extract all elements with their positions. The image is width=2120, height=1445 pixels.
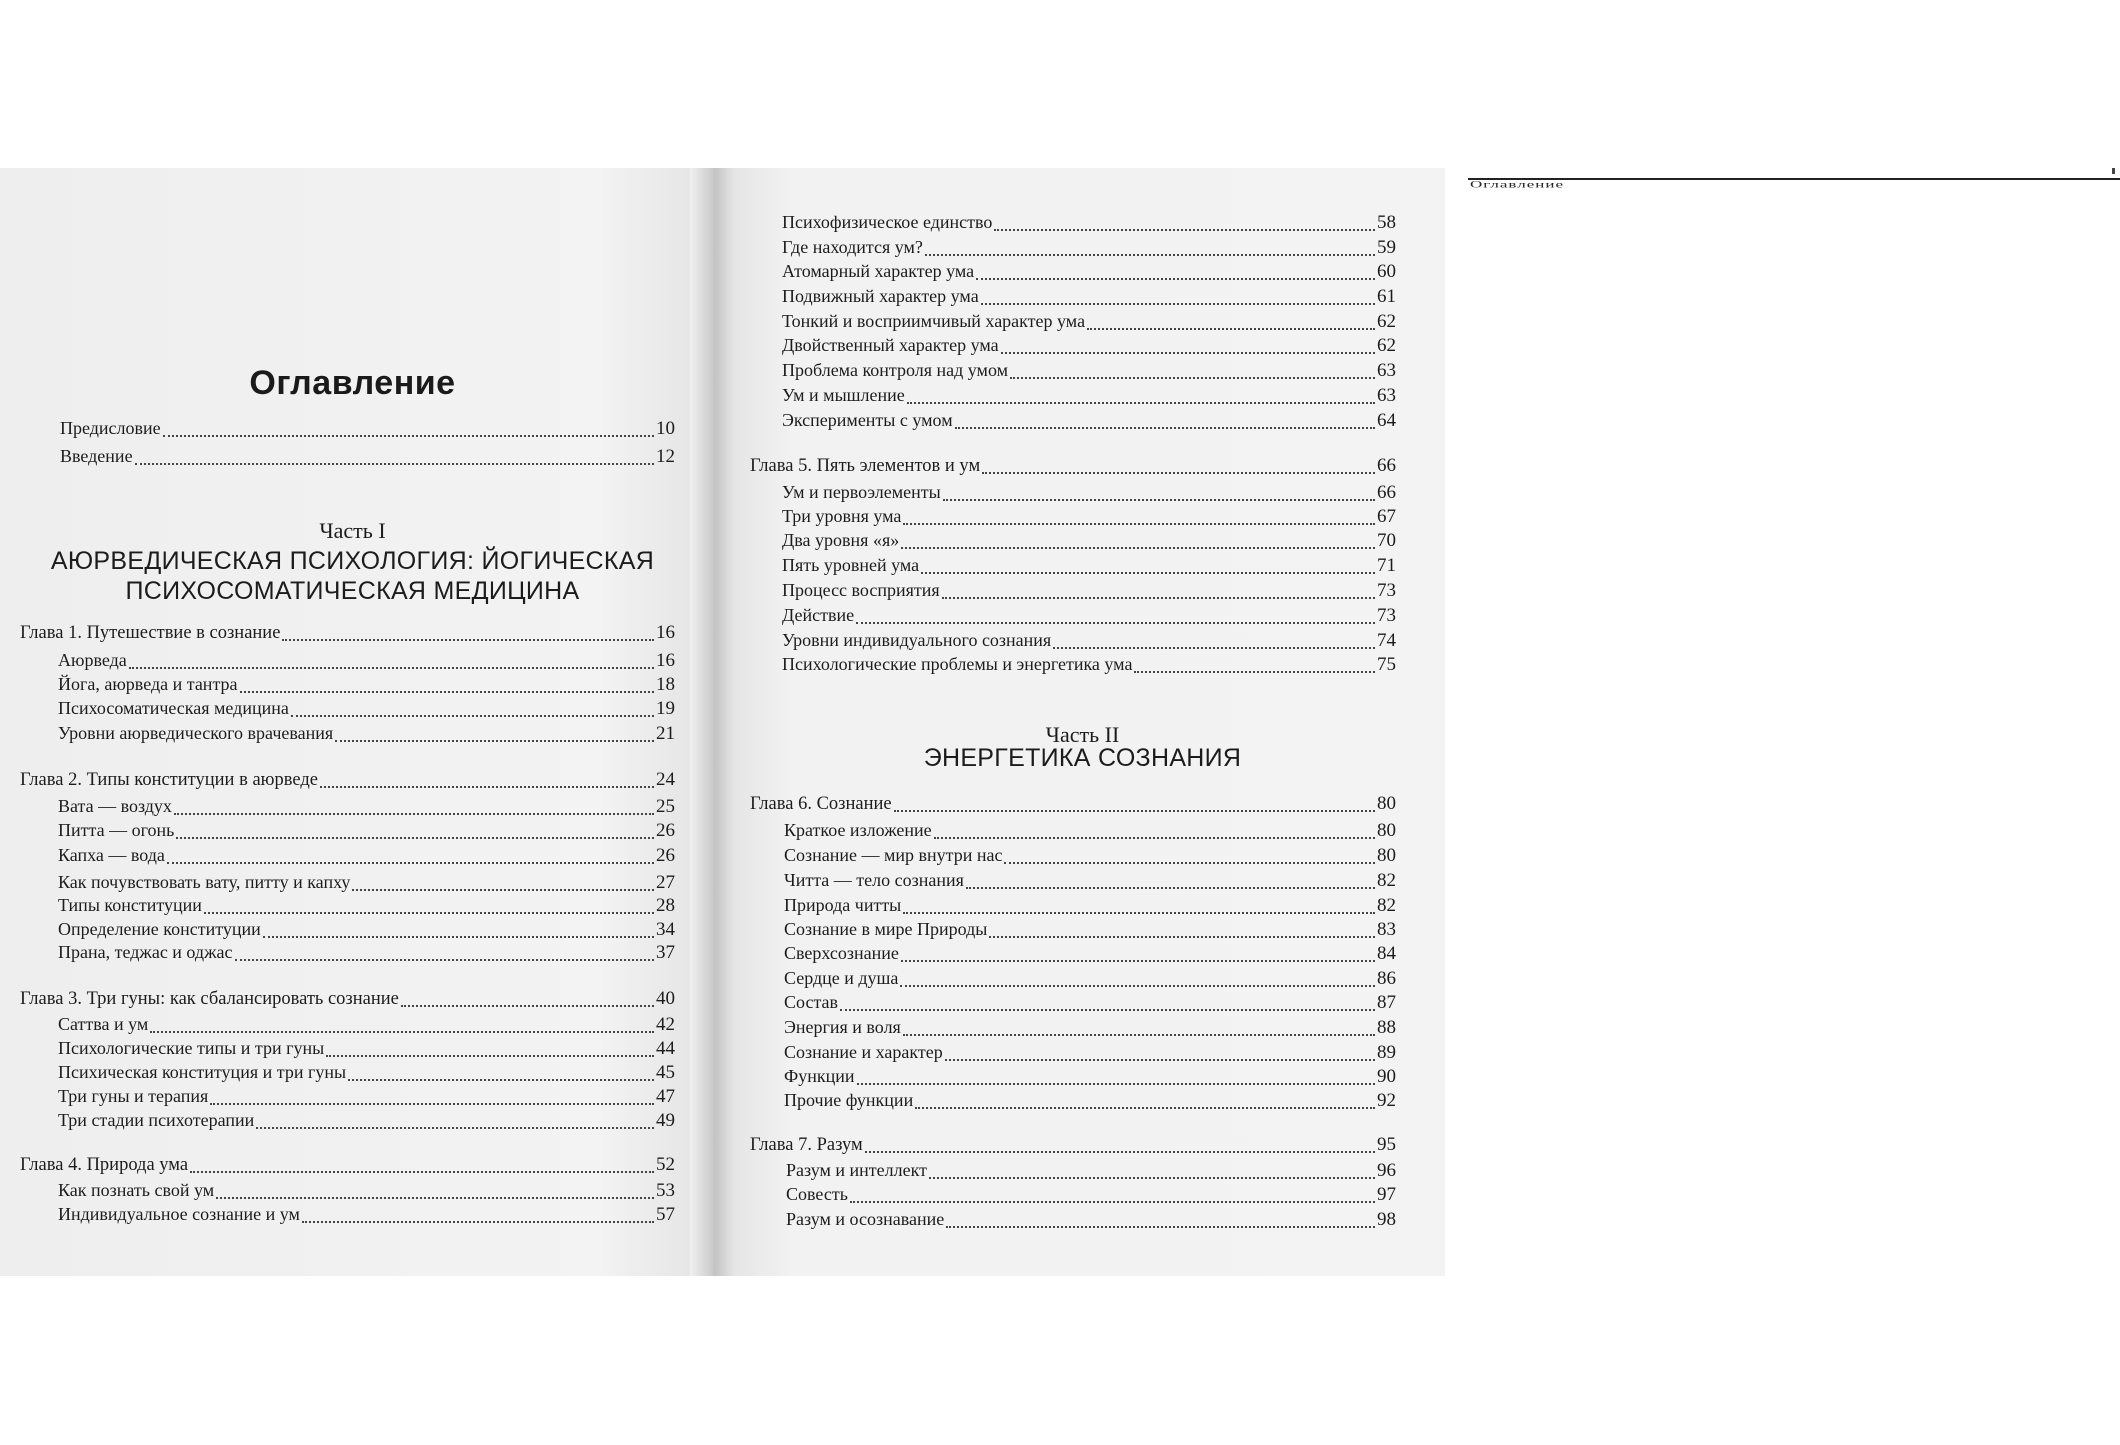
toc-entry[interactable] bbox=[782, 555, 1396, 579]
toc-entry[interactable] bbox=[58, 723, 675, 747]
toc-entry[interactable] bbox=[782, 630, 1396, 654]
dot-leader bbox=[929, 1177, 1375, 1179]
toc-entry[interactable] bbox=[58, 1038, 675, 1062]
dot-leader bbox=[903, 523, 1375, 525]
toc-chapter-label: Глава 7. Разум bbox=[750, 1135, 863, 1155]
toc-entry[interactable] bbox=[782, 360, 1396, 384]
toc-chapter-label: Глава 6. Сознание bbox=[750, 794, 892, 814]
toc-chapter-label: Глава 1. Путешествие в сознание bbox=[20, 623, 281, 643]
toc-entry-label: Разум и осознавание bbox=[786, 1209, 945, 1229]
toc-entry[interactable] bbox=[782, 654, 1396, 678]
toc-entry-label: Состав bbox=[784, 992, 839, 1012]
part-title-line: АЮРВЕДИЧЕСКАЯ ПСИХОЛОГИЯ: ЙОГИЧЕСКАЯ bbox=[50, 547, 655, 575]
page-number: 34 bbox=[656, 919, 675, 940]
page-number: 37 bbox=[656, 942, 675, 963]
running-head: Оглавление bbox=[1470, 179, 1564, 190]
dot-leader bbox=[894, 810, 1375, 812]
dot-leader bbox=[901, 960, 1375, 962]
page-number: 16 bbox=[656, 650, 675, 671]
toc-entry-label: Уровни индивидуального сознания bbox=[782, 630, 1052, 650]
toc-entry-label: Сверхсознание bbox=[784, 943, 899, 963]
toc-entry-label: Как познать свой ум bbox=[58, 1180, 215, 1200]
toc-entry-label: Три стадии психотерапии bbox=[58, 1110, 255, 1130]
toc-entry[interactable] bbox=[58, 1204, 675, 1228]
dot-leader bbox=[925, 254, 1375, 256]
page-number: 98 bbox=[1377, 1209, 1396, 1230]
dot-leader bbox=[326, 1055, 654, 1057]
page-number: 62 bbox=[1377, 311, 1396, 332]
page-number: 64 bbox=[1377, 410, 1396, 431]
toc-entry-label: Уровни аюрведического врачевания bbox=[58, 723, 334, 743]
page-number: 19 bbox=[656, 698, 675, 719]
toc-entry[interactable] bbox=[782, 286, 1396, 310]
toc-entry-label: Функции bbox=[784, 1066, 855, 1086]
dot-leader bbox=[135, 463, 654, 465]
toc-entry[interactable] bbox=[58, 1086, 675, 1110]
dot-leader bbox=[900, 985, 1375, 987]
dot-leader bbox=[302, 1221, 654, 1223]
toc-entry[interactable] bbox=[58, 1062, 675, 1086]
toc-entry[interactable] bbox=[58, 919, 675, 943]
toc-entry-label: Психосоматическая медицина bbox=[58, 698, 289, 718]
page-number: 80 bbox=[1377, 845, 1396, 866]
toc-entry-label: Совесть bbox=[786, 1184, 848, 1204]
toc-chapter-5[interactable] bbox=[750, 455, 1396, 479]
toc-entry-label: Определение конституции bbox=[58, 919, 261, 939]
page-number: 60 bbox=[1377, 261, 1396, 282]
toc-entry[interactable] bbox=[784, 919, 1396, 943]
page-number: 49 bbox=[656, 1110, 675, 1131]
page-number: 26 bbox=[656, 845, 675, 866]
toc-chapter-2[interactable] bbox=[20, 769, 675, 793]
toc-entry-label: Где находится ум? bbox=[782, 237, 923, 257]
toc-entry-label: Природа читты bbox=[784, 895, 902, 915]
dot-leader bbox=[240, 691, 654, 693]
dot-leader bbox=[216, 1197, 654, 1199]
page-number: 26 bbox=[656, 820, 675, 841]
page-number: 44 bbox=[656, 1038, 675, 1059]
toc-entry-label: Атомарный характер ума bbox=[782, 261, 975, 281]
page-number: 45 bbox=[656, 1062, 675, 1083]
toc-entry[interactable] bbox=[58, 820, 675, 844]
toc-entry[interactable] bbox=[58, 674, 675, 698]
toc-title: Оглавление bbox=[249, 364, 456, 402]
part-label: Часть I bbox=[319, 518, 386, 543]
dot-leader bbox=[129, 667, 654, 669]
toc-entry[interactable] bbox=[58, 796, 675, 820]
toc-entry[interactable] bbox=[786, 1184, 1396, 1208]
page-number: 82 bbox=[1377, 895, 1396, 916]
toc-entry[interactable] bbox=[782, 311, 1396, 335]
toc-entry-label: Прана, теджас и оджас bbox=[58, 942, 233, 962]
page-number: 67 bbox=[1377, 506, 1396, 527]
page-number: 74 bbox=[1377, 630, 1396, 651]
dot-leader bbox=[946, 1226, 1375, 1228]
toc-entry[interactable] bbox=[58, 698, 675, 722]
page-number: 83 bbox=[1377, 919, 1396, 940]
toc-chapter-label: Глава 4. Природа ума bbox=[20, 1155, 189, 1175]
page-number: 59 bbox=[1377, 237, 1396, 258]
toc-entry-label: Эксперименты с умом bbox=[782, 410, 953, 430]
page-number: 82 bbox=[1377, 870, 1396, 891]
dot-leader bbox=[981, 303, 1375, 305]
toc-entry-label: Двойственный характер ума bbox=[782, 335, 999, 355]
dot-leader bbox=[982, 472, 1375, 474]
dot-leader bbox=[263, 936, 654, 938]
toc-entry-label: Читта — тело сознания bbox=[784, 870, 964, 890]
toc-entry[interactable] bbox=[784, 895, 1396, 919]
page-number: 71 bbox=[1377, 555, 1396, 576]
toc-entry-preface[interactable] bbox=[60, 418, 675, 442]
page-number: 63 bbox=[1377, 385, 1396, 406]
toc-entry[interactable] bbox=[58, 650, 675, 674]
toc-entry-label: Три гуны и терапия bbox=[58, 1086, 209, 1106]
toc-entry-label: Питта — огонь bbox=[58, 820, 175, 840]
page-number: 87 bbox=[1377, 992, 1396, 1013]
toc-entry[interactable] bbox=[782, 410, 1396, 434]
toc-entry-label: Два уровня «я» bbox=[782, 530, 900, 550]
page-number: 66 bbox=[1377, 455, 1396, 476]
toc-entry[interactable] bbox=[782, 580, 1396, 604]
toc-entry[interactable] bbox=[784, 1090, 1396, 1114]
page-number: 75 bbox=[1377, 654, 1396, 675]
page-number: 66 bbox=[1377, 482, 1396, 503]
toc-entry-label: Сознание в мире Природы bbox=[784, 919, 988, 939]
toc-entry[interactable] bbox=[782, 261, 1396, 285]
toc-entry[interactable] bbox=[782, 212, 1396, 236]
toc-entry[interactable] bbox=[784, 820, 1396, 844]
toc-entry[interactable] bbox=[58, 872, 675, 896]
left-page bbox=[0, 168, 705, 1276]
page-number: 88 bbox=[1377, 1017, 1396, 1038]
page-number: 62 bbox=[1377, 335, 1396, 356]
dot-leader bbox=[921, 572, 1375, 574]
toc-entry-label: Ум и мышление bbox=[782, 385, 905, 405]
toc-entry[interactable] bbox=[58, 845, 675, 869]
page-number: 92 bbox=[1377, 1090, 1396, 1111]
page-number: 89 bbox=[1377, 1042, 1396, 1063]
dot-leader bbox=[335, 740, 654, 742]
toc-chapter-3[interactable] bbox=[20, 988, 675, 1012]
toc-chapter-label: Глава 5. Пять элементов и ум bbox=[750, 456, 981, 476]
toc-chapter-label: Глава 3. Три гуны: как сбалансировать сознание bbox=[20, 989, 399, 1009]
dot-leader bbox=[840, 1009, 1375, 1011]
dot-leader bbox=[915, 1107, 1375, 1109]
dot-leader bbox=[352, 889, 654, 891]
dot-leader bbox=[256, 1127, 654, 1129]
toc-chapter-label: Глава 2. Типы конституции в аюрведе bbox=[20, 770, 318, 790]
part-title-line: ПСИХОСОМАТИЧЕСКАЯ МЕДИЦИНА bbox=[125, 577, 580, 605]
toc-entry[interactable] bbox=[58, 895, 675, 919]
page-number: 97 bbox=[1377, 1184, 1396, 1205]
page-number: 47 bbox=[656, 1086, 675, 1107]
dot-leader bbox=[955, 427, 1375, 429]
page-number: 61 bbox=[1377, 286, 1396, 307]
toc-entry[interactable] bbox=[58, 1014, 675, 1038]
page-number: 42 bbox=[656, 1014, 675, 1035]
page-number: 90 bbox=[1377, 1066, 1396, 1087]
toc-entry[interactable] bbox=[784, 1066, 1396, 1090]
toc-entry-label: Энергия и воля bbox=[784, 1017, 901, 1037]
dot-leader bbox=[150, 1031, 654, 1033]
toc-entry-label: Процесс восприятия bbox=[782, 580, 940, 600]
toc-chapter-7[interactable] bbox=[750, 1134, 1396, 1158]
toc-entry[interactable] bbox=[782, 605, 1396, 629]
toc-entry-label: Психологические проблемы и энергетика ума bbox=[782, 654, 1133, 674]
dot-leader bbox=[235, 959, 655, 961]
dot-leader bbox=[1004, 862, 1375, 864]
toc-entry-label: Психофизическое единство bbox=[782, 212, 993, 232]
dot-leader bbox=[989, 936, 1375, 938]
page-number: 27 bbox=[656, 872, 675, 893]
page-number: 58 bbox=[1377, 212, 1396, 233]
page-number: 25 bbox=[656, 796, 675, 817]
toc-entry-label: Действие bbox=[782, 605, 855, 625]
toc-entry-label: Индивидуальное сознание и ум bbox=[58, 1204, 300, 1224]
dot-leader bbox=[174, 813, 654, 815]
toc-entry-label: Сердце и душа bbox=[784, 968, 899, 988]
part-title: ЭНЕРГЕТИКА СОЗНАНИЯ bbox=[923, 744, 1242, 772]
dot-leader bbox=[901, 547, 1375, 549]
dot-leader bbox=[348, 1079, 654, 1081]
dot-leader bbox=[943, 499, 1375, 501]
page-number: 73 bbox=[1377, 580, 1396, 601]
page-number: 73 bbox=[1377, 605, 1396, 626]
page-number: 95 bbox=[1377, 1134, 1396, 1155]
toc-entry[interactable] bbox=[782, 482, 1396, 506]
page-number: 53 bbox=[656, 1180, 675, 1201]
dot-leader bbox=[945, 1059, 1375, 1061]
page-number-fragment bbox=[2112, 168, 2115, 174]
toc-entry[interactable] bbox=[58, 1110, 675, 1134]
dot-leader bbox=[850, 1201, 1375, 1203]
toc-entry-label: Пять уровней ума bbox=[782, 555, 920, 575]
toc-entry[interactable] bbox=[784, 870, 1396, 894]
toc-entry[interactable] bbox=[784, 943, 1396, 967]
toc-entry[interactable] bbox=[784, 845, 1396, 869]
dot-leader bbox=[1001, 352, 1375, 354]
toc-entry[interactable] bbox=[786, 1160, 1396, 1184]
page-number: 52 bbox=[656, 1154, 675, 1175]
page-number: 21 bbox=[656, 723, 675, 744]
dot-leader bbox=[176, 837, 654, 839]
dot-leader bbox=[934, 837, 1375, 839]
toc-entry[interactable] bbox=[782, 506, 1396, 530]
page-number: 57 bbox=[656, 1204, 675, 1225]
toc-entry-label: Сознание — мир внутри нас bbox=[784, 845, 1003, 865]
dot-leader bbox=[320, 786, 654, 788]
toc-entry-label: Типы конституции bbox=[58, 895, 202, 915]
toc-entry[interactable] bbox=[782, 335, 1396, 359]
toc-entry-label: Прочие функции bbox=[784, 1090, 914, 1110]
toc-entry[interactable] bbox=[784, 992, 1396, 1016]
toc-entry-label: Сознание и характер bbox=[784, 1042, 943, 1062]
toc-entry[interactable] bbox=[784, 1017, 1396, 1041]
toc-entry-label: Подвижный характер ума bbox=[782, 286, 979, 306]
dot-leader bbox=[903, 912, 1375, 914]
dot-leader bbox=[291, 715, 654, 717]
page-number: 24 bbox=[656, 769, 675, 790]
page-number: 80 bbox=[1377, 820, 1396, 841]
toc-entry-label: Саттва и ум bbox=[58, 1014, 149, 1034]
dot-leader bbox=[865, 1151, 1375, 1153]
toc-entry-label: Краткое изложение bbox=[784, 820, 932, 840]
page-number: 16 bbox=[656, 622, 675, 643]
page-number: 80 bbox=[1377, 793, 1396, 814]
toc-entry-label: Тонкий и восприимчивый характер ума bbox=[782, 311, 1086, 331]
toc-entry[interactable] bbox=[784, 1042, 1396, 1066]
toc-entry-label: Капха — вода bbox=[58, 845, 165, 865]
toc-entry-label: Вата — воздух bbox=[58, 796, 172, 816]
dot-leader bbox=[966, 887, 1375, 889]
dot-leader bbox=[903, 1034, 1375, 1036]
dot-leader bbox=[976, 278, 1375, 280]
page-number: 84 bbox=[1377, 943, 1396, 964]
toc-entry-label: Проблема контроля над умом bbox=[782, 360, 1008, 380]
toc-entry-label: Ум и первоэлементы bbox=[782, 482, 941, 502]
page-number: 10 bbox=[656, 418, 675, 439]
dot-leader bbox=[994, 229, 1375, 231]
page-number: 40 bbox=[656, 988, 675, 1009]
toc-entry-introduction[interactable] bbox=[60, 446, 675, 470]
page-number: 28 bbox=[656, 895, 675, 916]
dot-leader bbox=[857, 1083, 1376, 1085]
toc-entry-label: Как почувствовать вату, питту и капху bbox=[58, 872, 351, 892]
dot-leader bbox=[856, 622, 1375, 624]
part-label: Часть II bbox=[1045, 722, 1120, 747]
toc-entry-label: Аюрведа bbox=[58, 650, 127, 670]
toc-entry[interactable] bbox=[58, 1180, 675, 1204]
toc-entry[interactable] bbox=[782, 385, 1396, 409]
running-head-rule bbox=[1468, 178, 2120, 180]
page-number: 70 bbox=[1377, 530, 1396, 551]
dot-leader bbox=[1087, 328, 1375, 330]
dot-leader bbox=[167, 862, 654, 864]
toc-entry-label: Психическая конституция и три гуны bbox=[58, 1062, 347, 1082]
toc-entry-label: Разум и интеллект bbox=[786, 1160, 927, 1180]
toc-entry-label: Предисловие bbox=[60, 418, 161, 438]
toc-entry[interactable] bbox=[782, 237, 1396, 261]
dot-leader bbox=[204, 912, 654, 914]
toc-entry[interactable] bbox=[58, 942, 675, 966]
toc-entry-label: Психологические типы и три гуны bbox=[58, 1038, 325, 1058]
dot-leader bbox=[282, 639, 654, 641]
toc-entry[interactable] bbox=[784, 968, 1396, 992]
page-number: 63 bbox=[1377, 360, 1396, 381]
toc-entry-label: Три уровня ума bbox=[782, 506, 902, 526]
dot-leader bbox=[190, 1171, 654, 1173]
page-number: 12 bbox=[656, 446, 675, 467]
toc-chapter-6[interactable] bbox=[750, 793, 1396, 817]
dot-leader bbox=[210, 1103, 654, 1105]
page-number: 96 bbox=[1377, 1160, 1396, 1181]
page-number: 86 bbox=[1377, 968, 1396, 989]
dot-leader bbox=[1010, 377, 1375, 379]
toc-entry[interactable] bbox=[786, 1209, 1396, 1233]
toc-chapter-1[interactable] bbox=[20, 622, 675, 646]
toc-entry[interactable] bbox=[782, 530, 1396, 554]
dot-leader bbox=[1134, 671, 1375, 673]
dot-leader bbox=[163, 435, 654, 437]
dot-leader bbox=[907, 402, 1375, 404]
dot-leader bbox=[401, 1005, 654, 1007]
page-number: 18 bbox=[656, 674, 675, 695]
dot-leader bbox=[1053, 647, 1375, 649]
toc-chapter-4[interactable] bbox=[20, 1154, 675, 1178]
dot-leader bbox=[942, 597, 1375, 599]
toc-entry-label: Йога, аюрведа и тантра bbox=[58, 674, 238, 694]
toc-entry-label: Введение bbox=[60, 446, 133, 466]
